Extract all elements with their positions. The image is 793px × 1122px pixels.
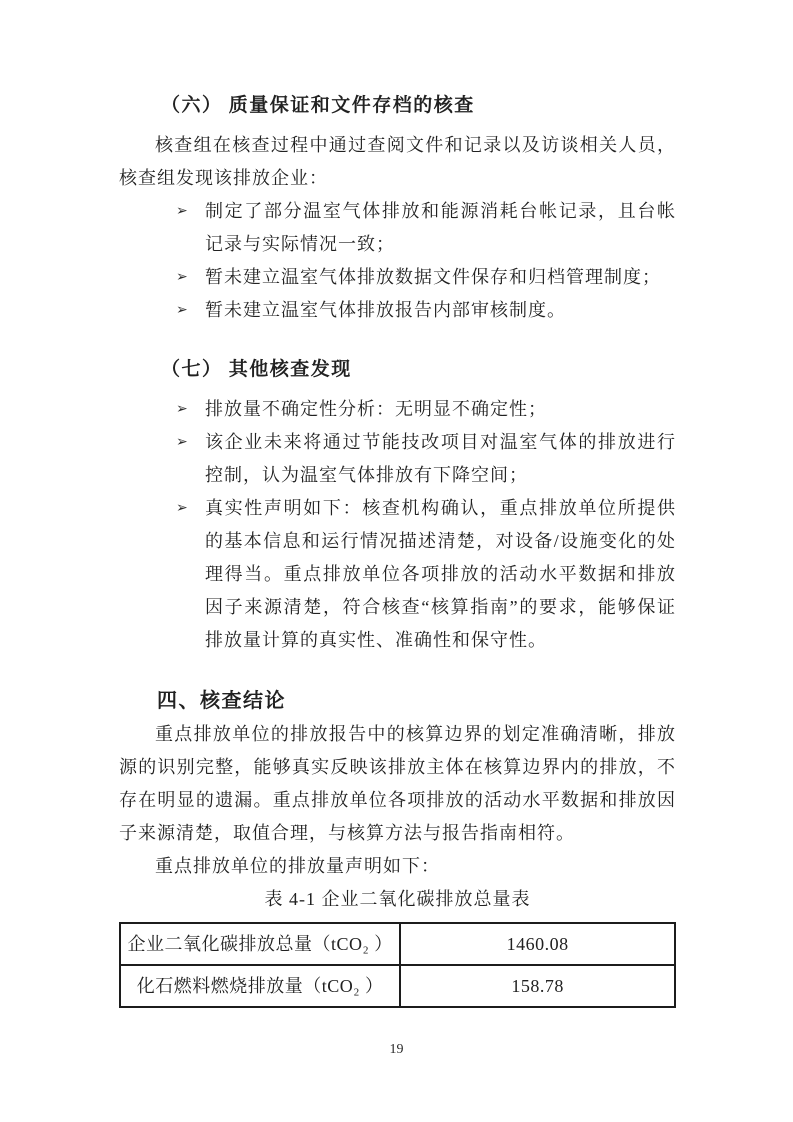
table-cell-value: 1460.08 xyxy=(400,923,675,965)
list-item-text: 该企业未来将通过节能技改项目对温室气体的排放进行控制，认为温室气体排放有下降空间； xyxy=(205,432,676,485)
table-cell-label: 企业二氧化碳排放总量（tCO₂ ） xyxy=(120,923,400,965)
section7-heading: （七） 其他核查发现 xyxy=(161,359,352,380)
emission-statement-lead: 重点排放单位的排放量声明如下： xyxy=(155,856,440,876)
list-item-text: 制定了部分温室气体排放和能源消耗台帐记录，且台帐记录与实际情况一致； xyxy=(205,201,676,254)
table-cell-label: 化石燃料燃烧排放量（tCO₂ ） xyxy=(120,965,400,1007)
list-item xyxy=(119,195,676,261)
list-item xyxy=(119,426,676,492)
section6-intro-paragraph: 核查组在核查过程中通过查阅文件和记录以及访谈相关人员，核查组发现该排放企业： xyxy=(119,135,676,188)
list-item xyxy=(119,261,676,294)
bullet-arrow-icon: ➢ xyxy=(176,434,189,450)
list-item-text: 真实性声明如下：核查机构确认，重点排放单位所提供的基本信息和运行情况描述清楚，对设备/设施变化的处理得当。重点排放单位各项排放的活动水平数据和排放因子来源清楚，符合核查“核算指南”的要求，能够保证排放量计算的真实性、准确性和保守性。 xyxy=(205,498,676,650)
section6-heading: （六） 质量保证和文件存档的核查 xyxy=(161,95,475,116)
table-cell-value: 158.78 xyxy=(400,965,675,1007)
table-row xyxy=(120,965,675,1007)
bullet-arrow-icon: ➢ xyxy=(176,302,189,318)
table-caption: 表 4-1 企业二氧化碳排放总量表 xyxy=(264,889,531,909)
page-content xyxy=(119,89,676,1008)
bullet-arrow-icon: ➢ xyxy=(176,269,189,285)
list-item xyxy=(119,492,676,657)
bullet-arrow-icon: ➢ xyxy=(176,500,189,516)
page-number: 19 xyxy=(389,1042,404,1057)
list-item-text: 暂未建立温室气体排放报告内部审核制度。 xyxy=(205,300,566,320)
list-item xyxy=(119,393,676,426)
conclusion-heading: 四、核查结论 xyxy=(157,690,286,712)
conclusion-paragraph: 重点排放单位的排放报告中的核算边界的划定准确清晰，排放源的识别完整，能够真实反映该排放主体在核算边界内的排放，不存在明显的遗漏。重点排放单位各项排放的活动水平数据和排放因子来源清楚，取值合理，与核算方法与报告指南相符。 xyxy=(119,724,676,843)
table-row xyxy=(120,923,675,965)
list-item xyxy=(119,294,676,327)
list-item-text: 暂未建立温室气体排放数据文件保存和归档管理制度； xyxy=(205,267,661,287)
emission-total-table xyxy=(119,922,676,1008)
list-item-text: 排放量不确定性分析：无明显不确定性； xyxy=(205,399,547,419)
bullet-arrow-icon: ➢ xyxy=(176,203,189,219)
bullet-arrow-icon: ➢ xyxy=(176,401,189,417)
